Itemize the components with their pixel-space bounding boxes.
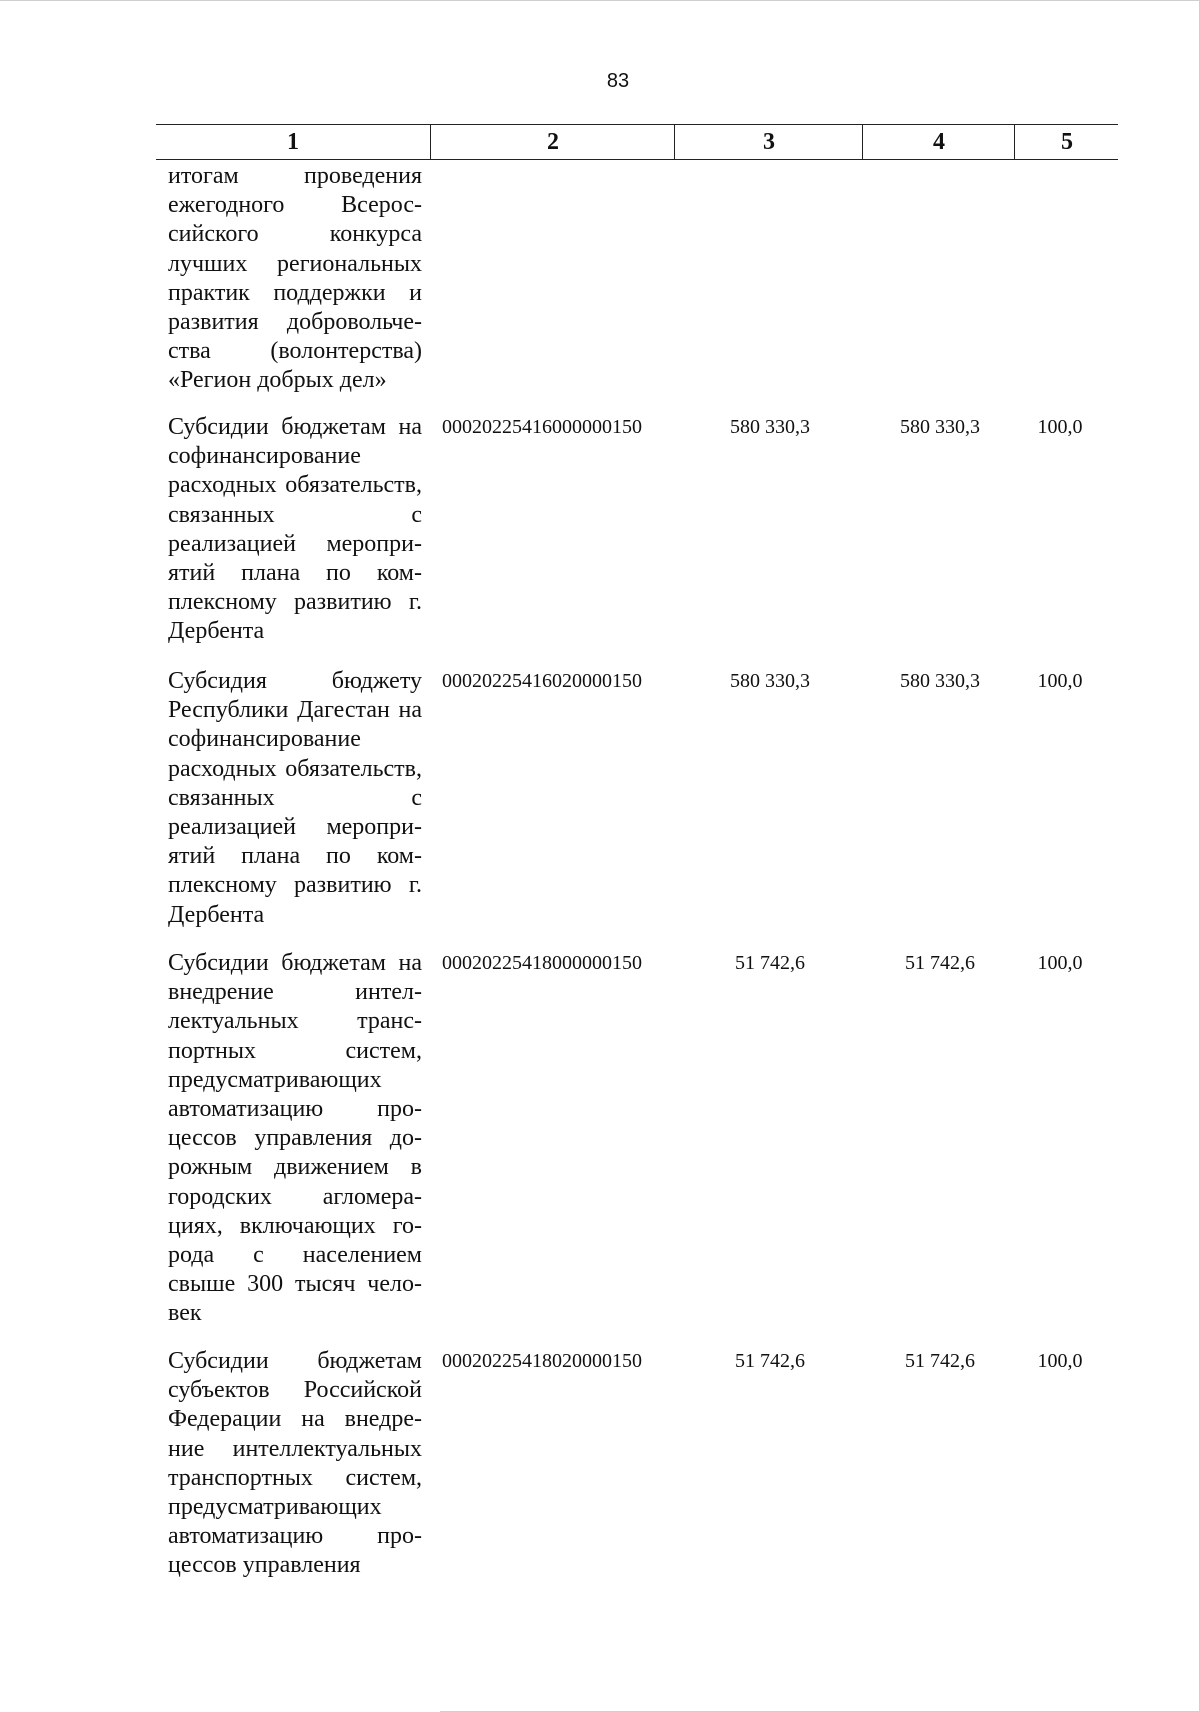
scan-edge-top xyxy=(0,0,1200,1)
row-col3-value: 580 330,3 xyxy=(730,416,810,438)
row-code: 00020225418000000150 xyxy=(442,952,642,974)
row-code: 00020225416020000150 xyxy=(442,670,642,692)
row-col5-value: 100,0 xyxy=(1037,1350,1083,1372)
row-col4-value: 51 742,6 xyxy=(905,952,975,974)
row-col3-value: 51 742,6 xyxy=(735,952,805,974)
header-col-2: 2 xyxy=(432,125,675,159)
row-col4-value: 580 330,3 xyxy=(900,416,980,438)
row-col4-value: 580 330,3 xyxy=(900,670,980,692)
header-col-1: 1 xyxy=(156,125,431,159)
row-code: 00020225418020000150 xyxy=(442,1350,642,1372)
row-col4-value: 51 742,6 xyxy=(905,1350,975,1372)
row-col3-value: 580 330,3 xyxy=(730,670,810,692)
page-number: 83 xyxy=(606,70,630,92)
row-col5-value: 100,0 xyxy=(1037,416,1083,438)
row-description: Субсидии бюджетам на софинансирование расходных обязательств, связанных с реализацией мероприятий плана по комплексному развитию г. Дербента xyxy=(168,414,422,645)
table-header-row xyxy=(156,124,1118,160)
row-col5-value: 100,0 xyxy=(1037,952,1083,974)
row-description: Субсидия бюджету Республики Дагестан на софинансирование расходных обязательств, связанных с реализацией мероприятий плана по комплексному развитию г. Дербента xyxy=(168,668,422,928)
row-description: итогам проведения ежегодного Всероссийского конкурса лучших региональных практик поддержки и развития добровольчества (волонтерства) «Регион добрых дел» xyxy=(168,163,422,394)
row-col5-value: 100,0 xyxy=(1037,670,1083,692)
row-col3-value: 51 742,6 xyxy=(735,1350,805,1372)
row-description: Субсидии бюджетам субъектов Российской Федерации на внедрение интеллектуальных транспортных систем, предусматривающих автоматизацию процессов управления xyxy=(168,1348,422,1579)
header-col-5: 5 xyxy=(1061,129,1073,155)
row-code: 00020225416000000150 xyxy=(442,416,642,438)
row-description: Субсидии бюджетам на внедрение интеллектуальных транспортных систем, предусматривающих автоматизацию процессов управления дорожным движением в городских агломерациях, включающих города с населением свыше 300 тысяч человек xyxy=(168,950,422,1327)
header-col-3: 3 xyxy=(676,125,863,159)
header-col-4: 4 xyxy=(864,125,1015,159)
